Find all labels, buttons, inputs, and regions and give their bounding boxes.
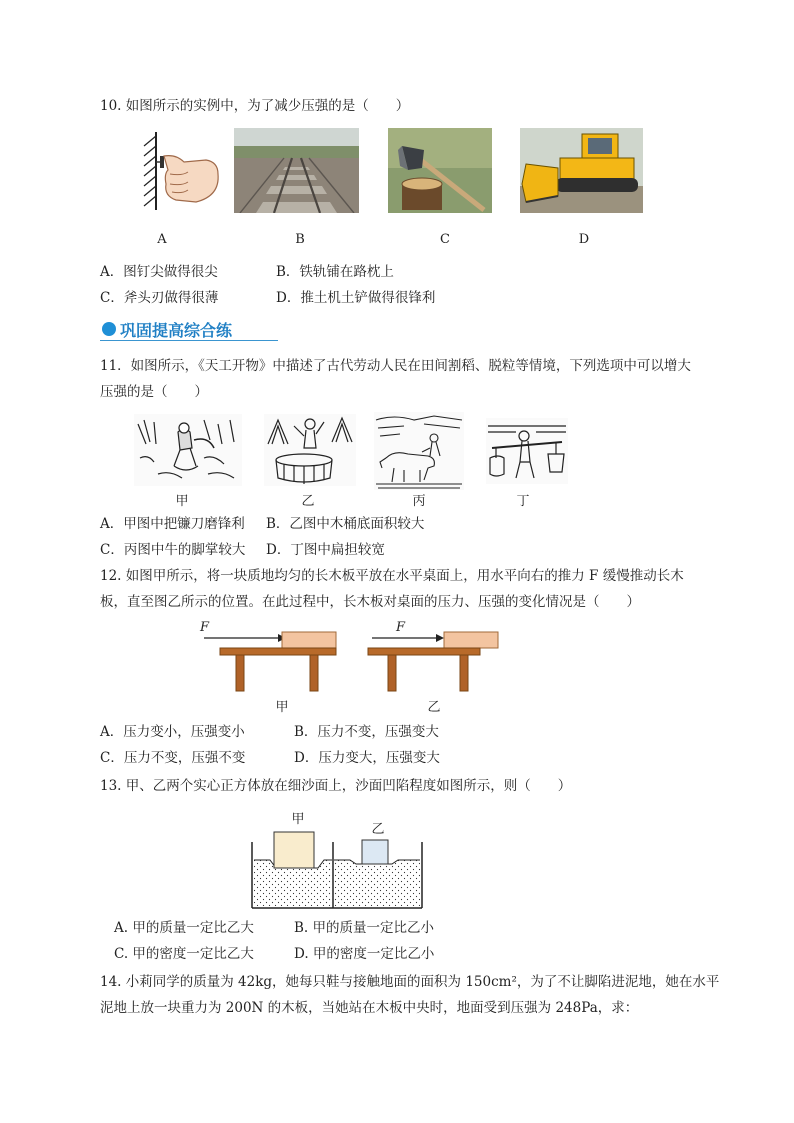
q13-label-jia: 甲 bbox=[291, 812, 305, 827]
q12-force-label-jia: F bbox=[200, 620, 210, 635]
q11-label-bing: 丙 bbox=[412, 494, 426, 509]
q11-option-b[interactable]: B．乙图中木桶底面积较大 bbox=[266, 516, 425, 532]
q10-label-c: C bbox=[440, 232, 450, 247]
section-underline bbox=[100, 340, 278, 341]
q13-stem: 13. 甲、乙两个实心正方体放在细沙面上，沙面凹陷程度如图所示，则（ ） bbox=[100, 778, 572, 794]
q12-label-yi: 乙 bbox=[427, 700, 441, 715]
section-header bbox=[100, 318, 280, 342]
q12-label-jia: 甲 bbox=[275, 700, 289, 715]
q11-label-jia: 甲 bbox=[175, 494, 189, 509]
q10-image-d-bulldozer bbox=[520, 128, 643, 213]
q11-label-yi: 乙 bbox=[301, 494, 315, 509]
q10-label-b: B bbox=[295, 232, 305, 247]
q11-option-c[interactable]: C．丙图中牛的脚掌较大 bbox=[100, 542, 246, 558]
q13-option-b[interactable]: B. 甲的质量一定比乙小 bbox=[294, 920, 435, 936]
q12-option-c[interactable]: C．压力不变，压强不变 bbox=[100, 750, 246, 766]
q11-image-yi bbox=[264, 414, 356, 486]
q12-option-b[interactable]: B．压力不变，压强变大 bbox=[294, 724, 439, 740]
q12-option-a[interactable]: A．压力变小，压强变小 bbox=[100, 724, 245, 740]
q10-label-d: D bbox=[578, 232, 590, 247]
q13-sand-diagram bbox=[250, 826, 424, 910]
section-title: 巩固提高综合练 bbox=[120, 321, 233, 340]
q12-option-d[interactable]: D．压力变大，压强变大 bbox=[294, 750, 440, 766]
q10-option-a[interactable]: A．图钉尖做得很尖 bbox=[100, 264, 218, 280]
q14-stem-line1: 14. 小莉同学的质量为 42kg，她每只鞋与接触地面的面积为 150cm²，为了不让脚陷进泥地，她在水平 bbox=[100, 974, 720, 990]
q10-image-a-thumbtack bbox=[136, 126, 236, 216]
q11-stem-line2: 压强的是（ ） bbox=[100, 384, 208, 400]
q10-image-b-railway bbox=[234, 128, 359, 213]
q11-image-bing bbox=[374, 412, 464, 490]
q12-diagram-yi bbox=[364, 618, 514, 694]
q12-stem-line1: 12. 如图甲所示，将一块质地均匀的长木板平放在水平桌面上，用水平向右的推力 F 缓慢推动长木 bbox=[100, 568, 684, 584]
q13-label-yi: 乙 bbox=[371, 822, 385, 837]
q11-image-jia bbox=[134, 414, 242, 486]
q13-option-c[interactable]: C. 甲的密度一定比乙大 bbox=[114, 946, 254, 962]
q10-option-d[interactable]: D．推土机土铲做得很锋利 bbox=[276, 290, 436, 306]
q12-diagram-jia bbox=[196, 618, 346, 694]
q11-option-a[interactable]: A．甲图中把镰刀磨锋利 bbox=[100, 516, 245, 532]
q13-option-a[interactable]: A. 甲的质量一定比乙大 bbox=[114, 920, 254, 936]
q10-label-a: A bbox=[157, 232, 167, 247]
bullet-icon bbox=[102, 322, 116, 336]
q10-option-b[interactable]: B．铁轨铺在路枕上 bbox=[276, 264, 394, 280]
q11-label-ding: 丁 bbox=[516, 494, 530, 509]
q13-option-d[interactable]: D. 甲的密度一定比乙小 bbox=[294, 946, 435, 962]
q11-image-ding bbox=[486, 418, 568, 484]
q10-image-c-axe bbox=[388, 128, 492, 213]
q10-stem: 10. 如图所示的实例中，为了减少压强的是（ ） bbox=[100, 98, 410, 114]
q11-option-d[interactable]: D．丁图中扁担较宽 bbox=[266, 542, 385, 558]
q12-force-label-yi: F bbox=[396, 620, 406, 635]
q11-stem-line1: 11．如图所示，《天工开物》中描述了古代劳动人民在田间割稻、脱粒等情境，下列选项中可以增大 bbox=[100, 358, 691, 374]
q12-stem-line2: 板，直至图乙所示的位置。在此过程中，长木板对桌面的压力、压强的变化情况是（ ） bbox=[100, 594, 640, 610]
q14-stem-line2: 泥地上放一块重力为 200N 的木板，当她站在木板中央时，地面受到压强为 248Pa，求： bbox=[100, 1000, 639, 1016]
q10-option-c[interactable]: C．斧头刃做得很薄 bbox=[100, 290, 219, 306]
